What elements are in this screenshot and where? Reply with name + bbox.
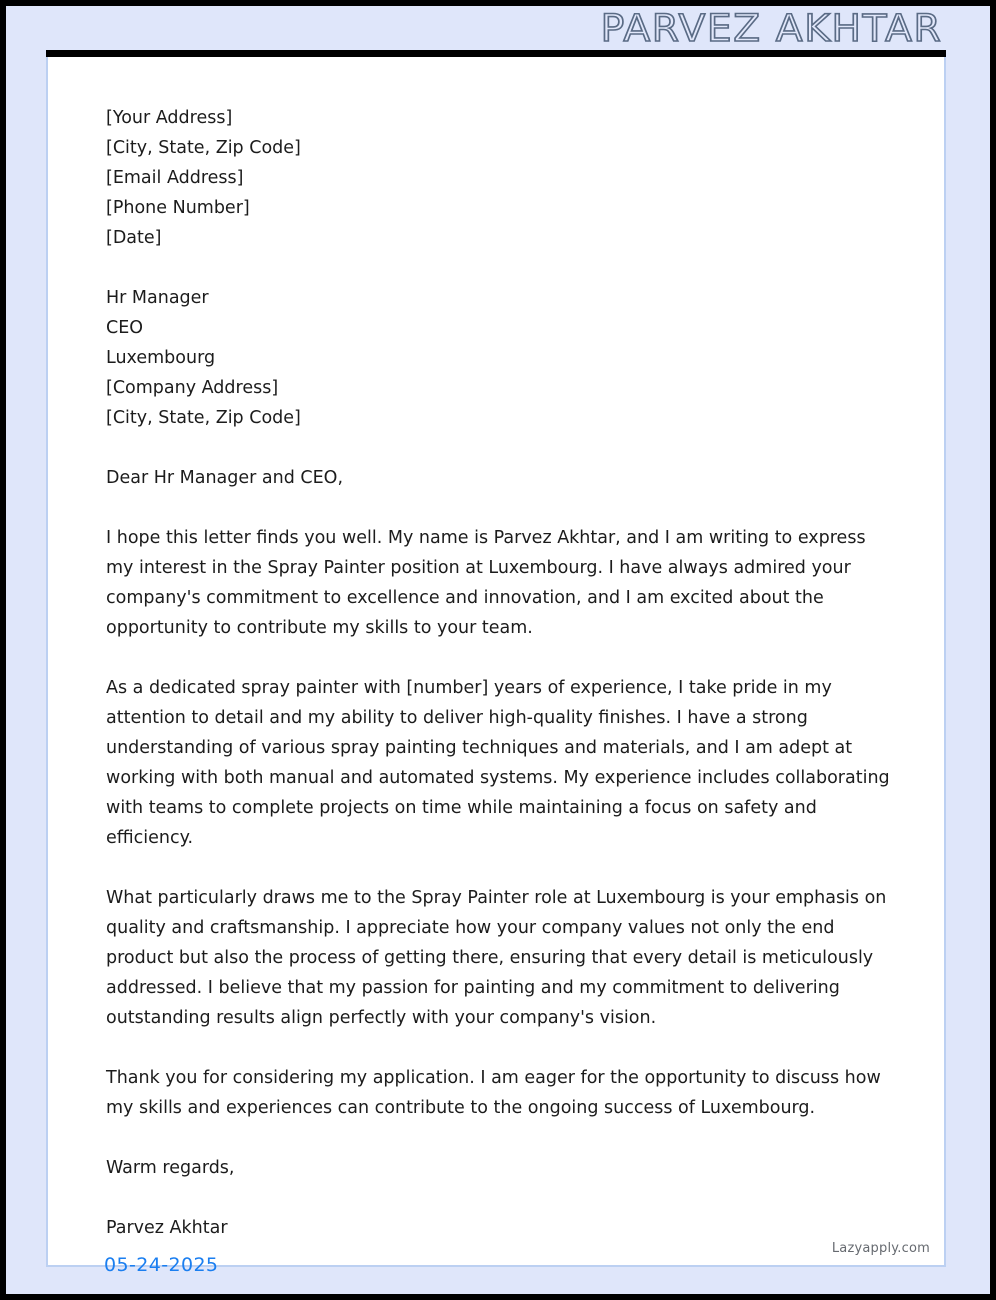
recipient-city-line: [City, State, Zip Code] (106, 408, 301, 428)
sender-date-line: [Date] (106, 228, 162, 248)
cover-letter-card (46, 57, 946, 1267)
closing-salutation: Warm regards, (106, 1158, 235, 1178)
applicant-name-title: PARVEZ AKHTAR (600, 6, 942, 50)
sender-email-line: [Email Address] (106, 168, 244, 188)
sender-city-line: [City, State, Zip Code] (106, 138, 301, 158)
recipient-title-line: CEO (106, 318, 144, 338)
body-paragraph-4: Thank you for considering my application. I am eager for the opportunity to discuss how my skills and experiences can contribute to the ongoing success of Luxembourg. (106, 1068, 881, 1118)
header-divider-rule (46, 50, 946, 57)
lazyapply-watermark: Lazyapply.com (831, 1241, 930, 1256)
recipient-address-block (106, 283, 898, 433)
body-paragraph-2: As a dedicated spray painter with [number] years of experience, I take pride in my attention to detail and my ability to deliver high-quality finishes. I have a strong understanding of various spray painting techniques and materials, and I am adept at working with both manual and automated systems. My experience includes collaborating with teams to complete projects on time while maintaining a focus on safety and efficiency. (106, 678, 890, 848)
body-paragraph-1: I hope this letter finds you well. My name is Parvez Akhtar, and I am writing to express my interest in the Spray Painter position at Luxembourg. I have always admired your company's commitment to excellence and innovation, and I am excited about the opportunity to contribute my skills to your team. (106, 528, 866, 638)
sender-address-line: [Your Address] (106, 108, 233, 128)
body-paragraph-3: What particularly draws me to the Spray Painter role at Luxembourg is your emphasis on quality and craftsmanship. I appreciate how your company values not only the end product but also the process of getting there, ensuring that every detail is meticulously addressed. I believe that my passion for painting and my commitment to delivering outstanding results align perfectly with your company's vision. (106, 888, 887, 1028)
salutation: Dear Hr Manager and CEO, (106, 468, 344, 488)
document-date: 05-24-2025 (104, 1254, 219, 1276)
recipient-address-line: [Company Address] (106, 378, 279, 398)
letter-content (106, 103, 898, 1267)
document-header (6, 6, 990, 50)
document-page (6, 6, 990, 1294)
sender-phone-line: [Phone Number] (106, 198, 250, 218)
signature-name: Parvez Akhtar (106, 1218, 228, 1238)
sender-address-block (106, 103, 898, 253)
recipient-name-line: Hr Manager (106, 288, 209, 308)
recipient-company-line: Luxembourg (106, 348, 216, 368)
